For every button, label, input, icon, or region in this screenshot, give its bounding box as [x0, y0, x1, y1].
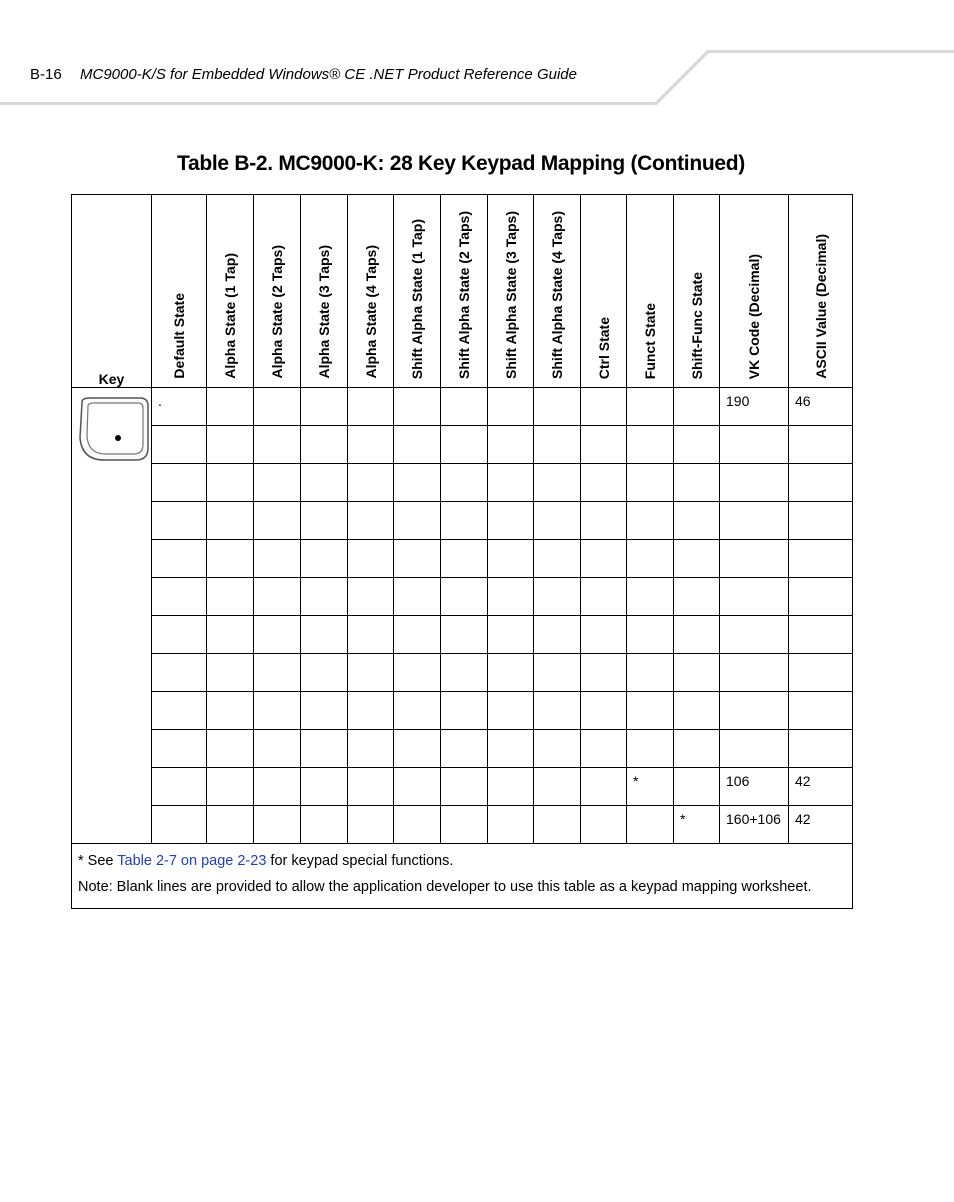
table-cell — [441, 768, 488, 806]
table-cell — [254, 388, 301, 426]
table-cell — [488, 768, 534, 806]
table-row — [72, 426, 853, 464]
table-cell — [254, 730, 301, 768]
table-cell — [207, 464, 254, 502]
table-cell — [441, 692, 488, 730]
table-cell — [152, 426, 207, 464]
table-cell — [441, 654, 488, 692]
table-row — [72, 806, 853, 844]
table-cell — [441, 806, 488, 844]
table-cell — [394, 616, 441, 654]
table-cell — [789, 578, 853, 616]
table-cell — [207, 692, 254, 730]
column-header: Alpha State (3 Taps) — [301, 195, 348, 388]
table-cell — [581, 768, 627, 806]
table-cell — [301, 502, 348, 540]
table-cell — [152, 616, 207, 654]
table-cell — [394, 578, 441, 616]
table-row — [72, 578, 853, 616]
table-cell — [301, 426, 348, 464]
table-cell — [627, 806, 674, 844]
table-cell — [534, 578, 581, 616]
table-cell — [394, 806, 441, 844]
table-cell — [301, 388, 348, 426]
table-cell — [789, 464, 853, 502]
table-cell — [394, 730, 441, 768]
table-cell — [534, 806, 581, 844]
table-cell — [720, 616, 789, 654]
table-cell — [348, 540, 394, 578]
table-cell — [581, 692, 627, 730]
table-cell — [488, 502, 534, 540]
table-cell — [581, 388, 627, 426]
table-cell — [581, 806, 627, 844]
table-cell — [534, 388, 581, 426]
table-cell — [674, 692, 720, 730]
table-cell: 46 — [789, 388, 853, 426]
table-title: Table B-2. MC9000-K: 28 Key Keypad Mapping (Continued) — [177, 152, 745, 175]
table-cell — [789, 730, 853, 768]
header-row — [72, 195, 853, 388]
table-cell — [254, 502, 301, 540]
column-header: Alpha State (4 Taps) — [348, 195, 394, 388]
table-cell — [674, 502, 720, 540]
table-cell — [394, 654, 441, 692]
table-cell — [627, 464, 674, 502]
guide-title: MC9000-K/S for Embedded Windows® CE .NET Product Reference Guide — [80, 66, 577, 83]
table-cell — [152, 730, 207, 768]
table-cell — [207, 616, 254, 654]
table-cell — [627, 502, 674, 540]
column-header: VK Code (Decimal) — [720, 195, 789, 388]
table-cell — [534, 768, 581, 806]
table-cell — [254, 616, 301, 654]
table-cell — [720, 578, 789, 616]
table-cell — [488, 692, 534, 730]
table-cell: 106 — [720, 768, 789, 806]
table-cell — [441, 502, 488, 540]
table-cell — [394, 692, 441, 730]
table-cell — [207, 426, 254, 464]
table-cell — [152, 464, 207, 502]
table-cell — [581, 426, 627, 464]
table-cell — [254, 578, 301, 616]
table-cell — [152, 502, 207, 540]
column-header: Alpha State (1 Tap) — [207, 195, 254, 388]
table-cell — [441, 388, 488, 426]
table-cell — [394, 426, 441, 464]
table-cell — [348, 578, 394, 616]
table-row — [72, 464, 853, 502]
table-cell — [348, 768, 394, 806]
table-cell: 190 — [720, 388, 789, 426]
table-cell: . — [152, 388, 207, 426]
table-cell — [441, 464, 488, 502]
table-cell — [674, 540, 720, 578]
table-cell — [441, 540, 488, 578]
table-cell — [674, 426, 720, 464]
table-cell — [152, 768, 207, 806]
table-cell — [789, 502, 853, 540]
column-header: Shift Alpha State (3 Taps) — [488, 195, 534, 388]
table-cell — [789, 692, 853, 730]
keypad-mapping-table — [71, 194, 853, 909]
column-header: Ctrl State — [581, 195, 627, 388]
table-cell — [488, 426, 534, 464]
table-cell — [254, 654, 301, 692]
table-cell — [789, 540, 853, 578]
table-row — [72, 654, 853, 692]
table-cell — [348, 654, 394, 692]
table-row — [72, 730, 853, 768]
table-cell — [581, 578, 627, 616]
table-cell — [301, 616, 348, 654]
table-cell — [627, 730, 674, 768]
table-cell — [534, 616, 581, 654]
table-cell — [254, 768, 301, 806]
table-cell — [720, 692, 789, 730]
table-cell — [534, 654, 581, 692]
column-header-key: Key — [72, 195, 152, 388]
table-cell — [254, 540, 301, 578]
table-cell — [674, 388, 720, 426]
table-cell — [394, 388, 441, 426]
table-cell — [348, 388, 394, 426]
page-number: B-16 — [30, 66, 62, 83]
table-cell — [534, 692, 581, 730]
table-cell — [674, 616, 720, 654]
table-cell — [534, 730, 581, 768]
table-cell — [254, 426, 301, 464]
column-header: Shift Alpha State (4 Taps) — [534, 195, 581, 388]
table-cell — [254, 806, 301, 844]
table-cell — [674, 768, 720, 806]
table-cell — [301, 806, 348, 844]
table-cell — [301, 768, 348, 806]
table-cell — [674, 464, 720, 502]
table-cell — [488, 806, 534, 844]
table-cell — [348, 806, 394, 844]
table-row — [72, 540, 853, 578]
table-cell — [488, 578, 534, 616]
table-cell — [394, 768, 441, 806]
table-cell — [152, 578, 207, 616]
table-cell — [441, 730, 488, 768]
table-cell — [581, 654, 627, 692]
table-cell — [534, 426, 581, 464]
table-cell — [301, 730, 348, 768]
table-cell — [348, 692, 394, 730]
table-cell — [581, 464, 627, 502]
key-cell — [72, 388, 152, 844]
table-cell — [441, 426, 488, 464]
table-cell — [207, 654, 254, 692]
table-row — [72, 388, 853, 426]
table-cell — [789, 654, 853, 692]
table-cell — [581, 616, 627, 654]
table-cell — [348, 426, 394, 464]
table-cell — [207, 502, 254, 540]
footnote-cell — [72, 844, 853, 909]
table-cell — [674, 730, 720, 768]
table-cell — [720, 502, 789, 540]
table-row — [72, 616, 853, 654]
table-cell — [627, 616, 674, 654]
table-cell — [348, 502, 394, 540]
table-cell — [534, 502, 581, 540]
table-cell — [207, 730, 254, 768]
table-cell — [152, 806, 207, 844]
footnote-row — [72, 844, 853, 909]
table-cell — [627, 654, 674, 692]
table-cell — [394, 540, 441, 578]
column-header: Default State — [152, 195, 207, 388]
table-cell — [488, 654, 534, 692]
table-cell — [301, 464, 348, 502]
table-cell — [254, 464, 301, 502]
table-cell — [720, 730, 789, 768]
table-cell: 42 — [789, 806, 853, 844]
table-cell — [394, 502, 441, 540]
table-cell — [152, 540, 207, 578]
table-cell — [627, 540, 674, 578]
table-cell: * — [627, 768, 674, 806]
table-cell — [301, 578, 348, 616]
table-cell — [674, 654, 720, 692]
header-decoration — [0, 0, 954, 110]
worksheet-note: Note: Blank lines are provided to allow the application developer to use this table as a keypad mapping worksheet. — [78, 879, 812, 895]
table-cell — [720, 464, 789, 502]
table-cell — [581, 502, 627, 540]
table-cell — [207, 388, 254, 426]
column-header: Funct State — [627, 195, 674, 388]
table-cell — [488, 464, 534, 502]
table-cell — [581, 540, 627, 578]
table-cell — [627, 578, 674, 616]
table-row — [72, 502, 853, 540]
table-cell — [207, 540, 254, 578]
table-cell — [348, 730, 394, 768]
period-key-icon — [76, 396, 150, 464]
table-cell — [720, 426, 789, 464]
table-cell — [207, 806, 254, 844]
table-cell — [627, 388, 674, 426]
table-cell — [789, 616, 853, 654]
table-cell: * — [674, 806, 720, 844]
footnote-suffix: for keypad special functions. — [266, 853, 454, 869]
column-header: Shift Alpha State (2 Taps) — [441, 195, 488, 388]
table-cell — [301, 692, 348, 730]
table-cell — [394, 464, 441, 502]
table-cell — [674, 578, 720, 616]
table-cell — [488, 388, 534, 426]
column-header: Alpha State (2 Taps) — [254, 195, 301, 388]
table-cell — [254, 692, 301, 730]
table-cell — [152, 654, 207, 692]
table-cell — [789, 426, 853, 464]
table-cell — [720, 540, 789, 578]
table-cell — [348, 616, 394, 654]
table-cell: 42 — [789, 768, 853, 806]
table-cell — [348, 464, 394, 502]
table-body — [72, 388, 853, 909]
footnote-line — [78, 848, 846, 874]
table-cell — [488, 540, 534, 578]
footnote-prefix: * See — [78, 853, 118, 869]
table-cell — [488, 616, 534, 654]
table-cell — [301, 654, 348, 692]
table-cell — [720, 654, 789, 692]
table-row — [72, 692, 853, 730]
table-row — [72, 768, 853, 806]
table-cell — [152, 692, 207, 730]
table-cell — [581, 730, 627, 768]
table-cell — [301, 540, 348, 578]
table-cell — [207, 578, 254, 616]
table-cell: 160+106 — [720, 806, 789, 844]
table-cell — [534, 540, 581, 578]
table-cell — [441, 616, 488, 654]
table-cell — [207, 768, 254, 806]
table-cell — [534, 464, 581, 502]
table-cell — [488, 730, 534, 768]
table-reference-link[interactable]: Table 2-7 on page 2-23 — [117, 853, 267, 869]
table-cell — [627, 692, 674, 730]
table-cell — [441, 578, 488, 616]
column-header: ASCII Value (Decimal) — [789, 195, 853, 388]
column-header: Shift Alpha State (1 Tap) — [394, 195, 441, 388]
table-cell — [627, 426, 674, 464]
column-header: Shift-Func State — [674, 195, 720, 388]
